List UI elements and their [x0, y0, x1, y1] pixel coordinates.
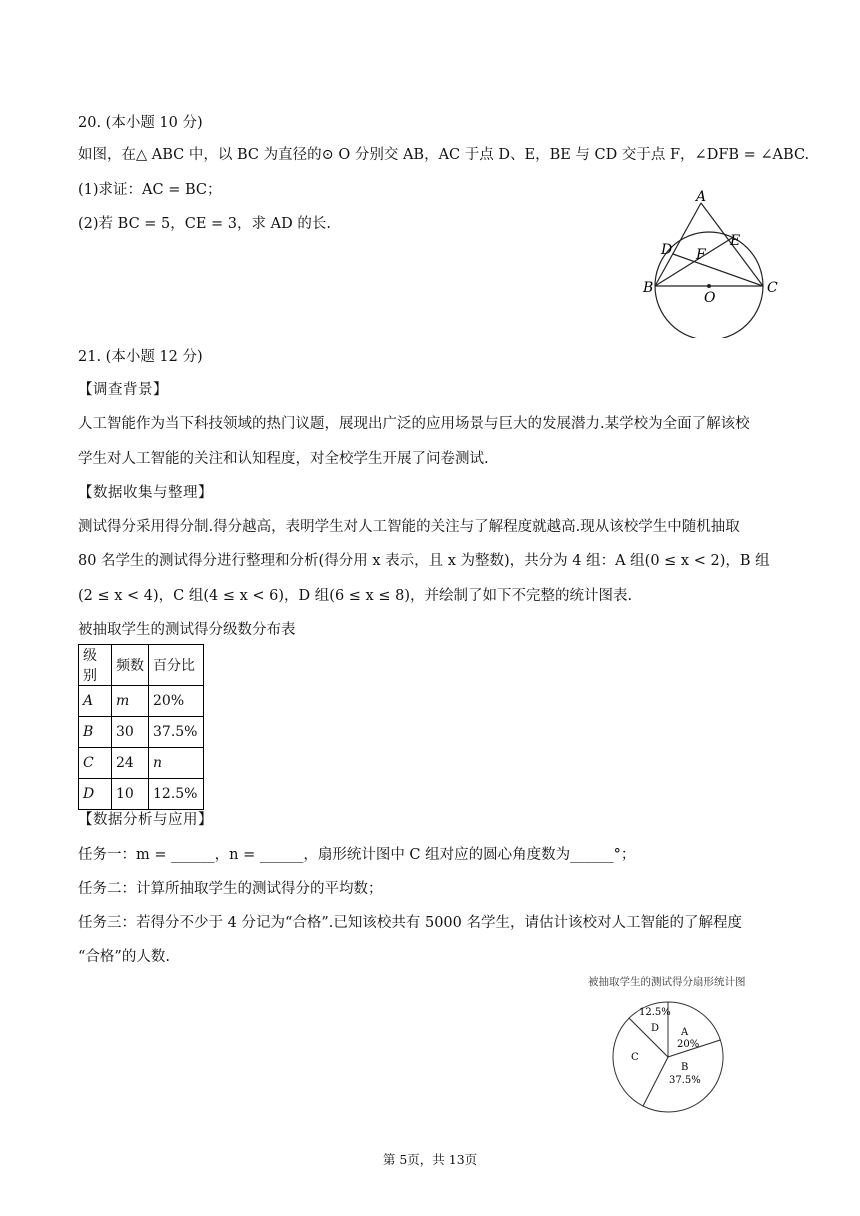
segment-cd — [673, 254, 763, 286]
q21-collect-line3: (2 ≤ x < 4)，C 组(4 ≤ x < 6)，D 组(6 ≤ x ≤ 8)，并绘制了如下不完整的统计图表. — [78, 588, 633, 604]
q20-stem: 如图，在△ ABC 中，以 BC 为直径的⊙ O 分别交 AB，AC 于点 D、E，BE 与 CD 交于点 F，∠DFB = ∠ABC. — [78, 147, 810, 163]
table-header-cell: 百分比 — [149, 645, 204, 686]
label-f: F — [696, 247, 706, 263]
q20-geometry-figure — [640, 188, 840, 338]
pie-label-b-pct: 37.5% — [669, 1075, 701, 1086]
pie-label-d-name: D — [651, 1023, 660, 1034]
table-cell: D — [79, 779, 112, 810]
frequency-table — [78, 644, 204, 810]
q21-collect-line2: 80 名学生的测试得分进行整理和分析(得分用 x 表示，且 x 为整数)，共分为 4 组：A 组(0 ≤ x < 2)，B 组 — [78, 553, 770, 569]
q21-task3-line1: 任务三：若得分不少于 4 分记为“合格”.已知该校共有 5000 名学生，请估计该校对人工智能的了解程度 — [78, 915, 742, 931]
table-cell: A — [79, 686, 112, 717]
table-header-row — [79, 645, 204, 686]
q21-background-line2: 学生对人工智能的关注和认知程度，对全校学生开展了问卷测试. — [78, 451, 489, 467]
table-row — [79, 686, 204, 717]
table-cell: 20% — [149, 686, 204, 717]
q21-task1: 任务一：m = ______，n = ______，扇形统计图中 C 组对应的圆心角度数为______°； — [78, 847, 636, 863]
q20-part1: (1)求证：AC = BC； — [78, 182, 222, 198]
q20-part2: (2)若 BC = 5，CE = 3，求 AD 的长. — [78, 216, 331, 232]
table-cell: B — [79, 717, 112, 748]
q21-section-collect: 【数据收集与整理】 — [78, 485, 213, 501]
table-cell: C — [79, 748, 112, 779]
q21-background-line1: 人工智能作为当下科技领域的热门议题，展现出广泛的应用场景与巨大的发展潜力.某学校为全面了解该校 — [78, 416, 750, 432]
label-o: O — [704, 290, 716, 306]
table-header-cell: 频数 — [112, 645, 149, 686]
table-cell: 37.5% — [149, 717, 204, 748]
label-b: B — [643, 280, 654, 296]
label-e: E — [730, 233, 741, 249]
q21-section-background: 【调查背景】 — [78, 382, 168, 398]
pie-label-d-pct: 12.5% — [639, 1007, 671, 1018]
q21-task3-line2: “合格”的人数. — [78, 949, 170, 965]
q21-task2: 任务二：计算所抽取学生的测试得分的平均数； — [78, 881, 383, 897]
center-dot — [707, 284, 711, 288]
q21-header: 21. (本小题 12 分) — [78, 349, 203, 365]
table-cell: 12.5% — [149, 779, 204, 810]
table-cell: 10 — [112, 779, 149, 810]
table-cell: m — [112, 686, 149, 717]
pie-label-b-name: B — [681, 1062, 689, 1073]
table-row — [79, 779, 204, 810]
pie-label-c-name: C — [631, 1052, 639, 1063]
page-footer: 第 5页，共 13页 — [382, 1152, 478, 1167]
pie-label-a-name: A — [681, 1027, 689, 1038]
table-header-cell: 级别 — [79, 645, 112, 686]
pie-label-a-pct: 20% — [677, 1039, 700, 1050]
label-a: A — [696, 189, 707, 205]
pie-chart — [603, 992, 733, 1122]
pie-chart-title: 被抽取学生的测试得分扇形统计图 — [588, 976, 746, 988]
label-c: C — [767, 280, 778, 296]
table-cell: 24 — [112, 748, 149, 779]
label-d: D — [661, 242, 673, 258]
table-row — [79, 748, 204, 779]
table-cell: n — [149, 748, 204, 779]
q21-collect-line1: 测试得分采用得分制.得分越高，表明学生对人工智能的关注与了解程度就越高.现从该校学生中随机抽取 — [78, 519, 740, 535]
table-cell: 30 — [112, 717, 149, 748]
q20-header: 20. (本小题 10 分) — [78, 115, 203, 131]
table-row — [79, 717, 204, 748]
q21-section-analysis: 【数据分析与应用】 — [78, 812, 213, 828]
q21-table-caption: 被抽取学生的测试得分级数分布表 — [78, 622, 296, 638]
